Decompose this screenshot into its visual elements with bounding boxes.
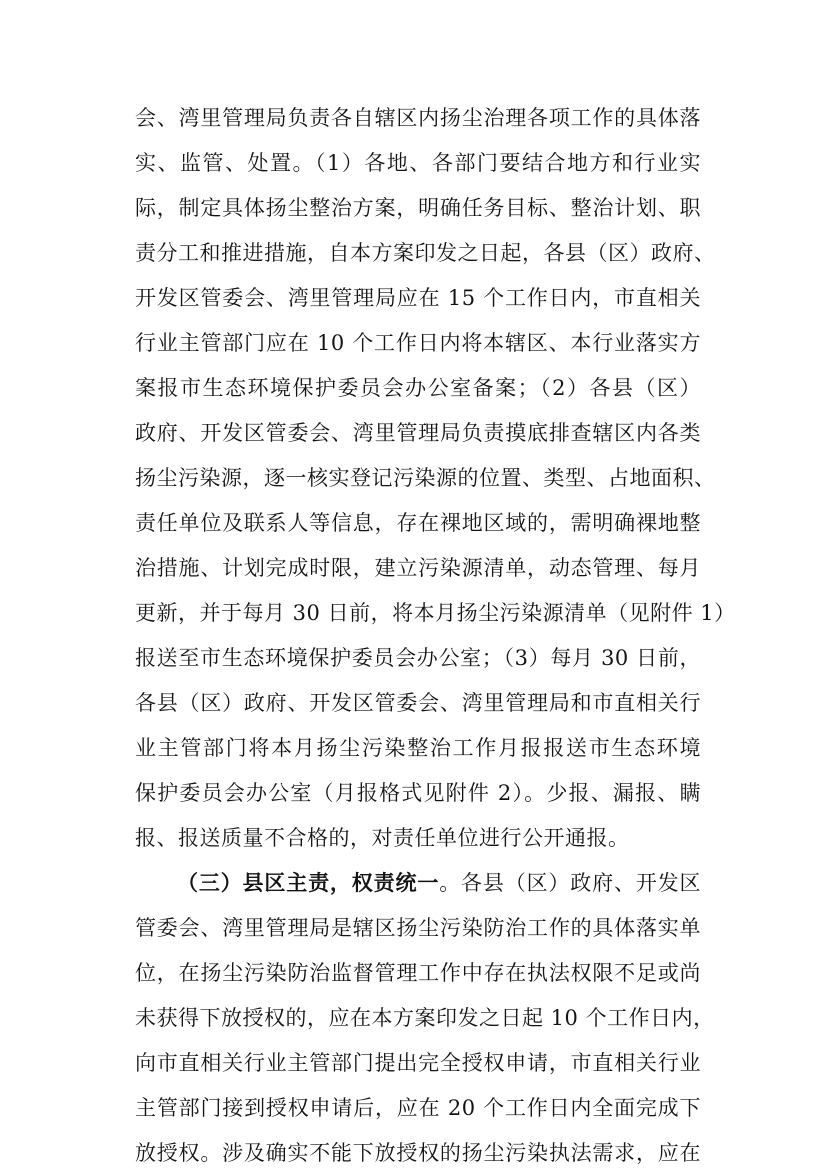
paragraph-line: 开发区管委会、湾里管理局应在 15 个工作日内，市直相关 bbox=[135, 286, 701, 310]
paragraph-line: 治措施、计划完成时限，建立污染源清单，动态管理、每月 bbox=[135, 556, 701, 580]
paragraph-line: 责任单位及联系人等信息，存在裸地区域的，需明确裸地整 bbox=[135, 511, 701, 535]
paragraph-line: 行业主管部门应在 10 个工作日内将本辖区、本行业落实方 bbox=[135, 331, 701, 355]
paragraph-line: 报送至市生态环境保护委员会办公室；（3）每月 30 日前， bbox=[135, 646, 701, 670]
paragraph-line: 保护委员会办公室（月报格式见附件 2）。少报、漏报、瞒 bbox=[135, 781, 701, 805]
paragraph-line: 际，制定具体扬尘整治方案，明确任务目标、整治计划、职 bbox=[135, 196, 701, 220]
paragraph-line: 责分工和推进措施，自本方案印发之日起，各县（区）政府、 bbox=[135, 241, 716, 265]
paragraph-line: 业主管部门将本月扬尘污染整治工作月报报送市生态环境 bbox=[135, 736, 701, 760]
paragraph-line: 向市直相关行业主管部门提出完全授权申请，市直相关行业 bbox=[135, 1051, 701, 1075]
paragraph-line: 政府、开发区管委会、湾里管理局负责摸底排查辖区内各类 bbox=[135, 421, 701, 445]
paragraph-line: 扬尘污染源，逐一核实登记污染源的位置、类型、占地面积、 bbox=[135, 466, 716, 490]
paragraph-line: 案报市生态环境保护委员会办公室备案；（2）各县（区） bbox=[135, 376, 701, 400]
paragraph-line: 报、报送质量不合格的，对责任单位进行公开通报。 bbox=[135, 826, 630, 850]
paragraph-line: 实、监管、处置。（1）各地、各部门要结合地方和行业实 bbox=[135, 151, 701, 175]
paragraph-line: 放授权。涉及确实不能下放授权的扬尘污染执法需求，应在 bbox=[135, 1141, 701, 1165]
paragraph-line: 各县（区）政府、开发区管委会、湾里管理局和市直相关行 bbox=[135, 691, 701, 715]
paragraph-line: 未获得下放授权的，应在本方案印发之日起 10 个工作日内， bbox=[135, 1006, 715, 1030]
paragraph-line: 位，在扬尘污染防治监督管理工作中存在执法权限不足或尚 bbox=[135, 961, 701, 985]
section-heading-line bbox=[177, 863, 701, 903]
paragraph-line: 更新，并于每月 30 日前，将本月扬尘污染源清单（见附件 1） bbox=[135, 601, 736, 625]
section-heading: （三）县区主责，权责统一 bbox=[177, 871, 440, 895]
section-heading-rest: 。各县（区）政府、开发区 bbox=[439, 871, 702, 895]
paragraph-line: 主管部门接到授权申请后，应在 20 个工作日内全面完成下 bbox=[135, 1096, 701, 1120]
paragraph-line: 管委会、湾里管理局是辖区扬尘污染防治工作的具体落实单 bbox=[135, 916, 701, 940]
paragraph-line: 会、湾里管理局负责各自辖区内扬尘治理各项工作的具体落 bbox=[135, 106, 701, 130]
